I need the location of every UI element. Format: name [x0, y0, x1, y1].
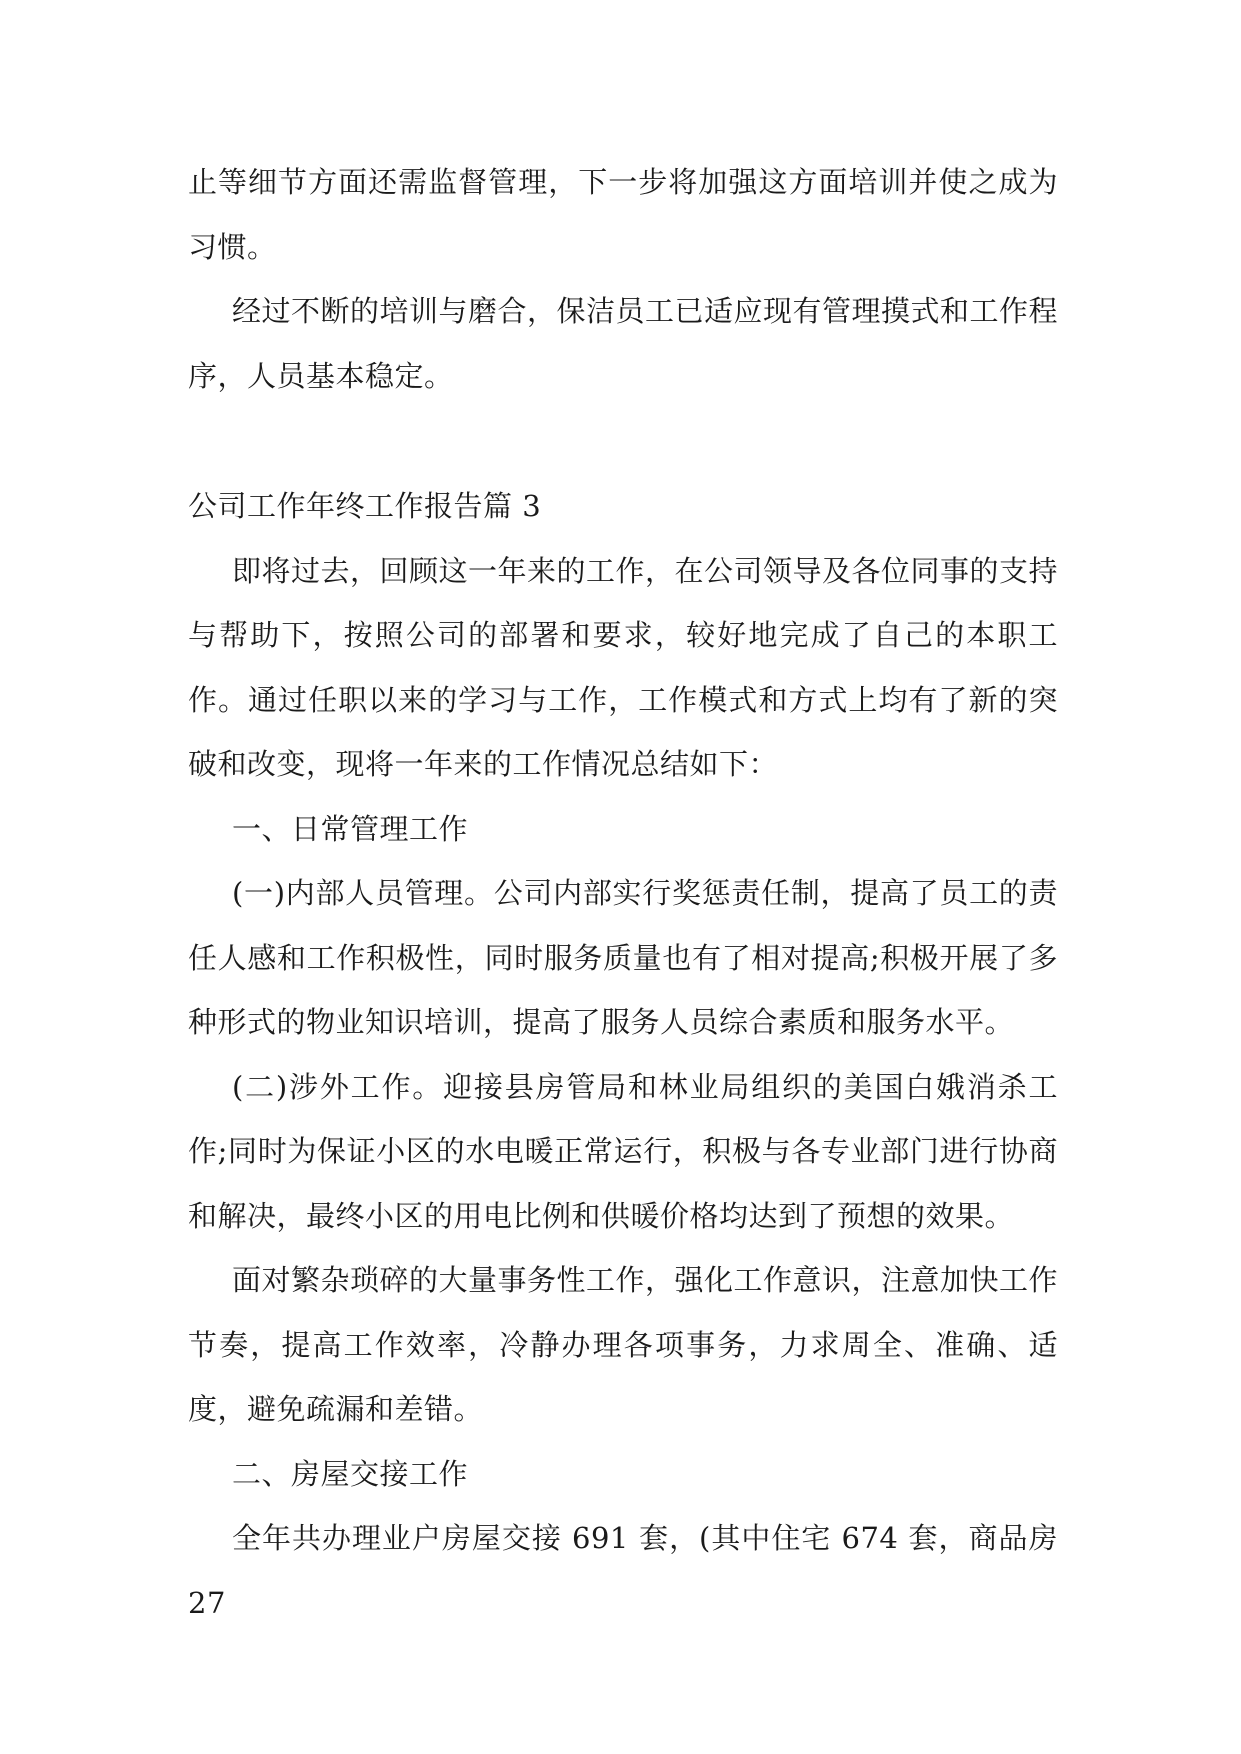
section-spacer — [188, 408, 1058, 474]
paragraph-intro: 即将过去，回顾这一年来的工作，在公司领导及各位同事的支持与帮助下，按照公司的部署和要求，较好地完成了自己的本职工作。通过任职以来的学习与工作，工作模式和方式上均有了新的突破和改变，现将一年来的工作情况总结如下： — [188, 553, 1059, 781]
subheading-daily-management: 一、日常管理工作 — [232, 811, 469, 846]
paragraph-continuation: 止等细节方面还需监督管理，下一步将加强这方面培训并使之成为习惯。 — [188, 165, 1058, 264]
document-body — [188, 150, 1058, 1635]
paragraph-routine-affairs: 面对繁杂琐碎的大量事务性工作，强化工作意识，注意加快工作节奏，提高工作效率，冷静办理各项事务，力求周全、准确、适度，避免疏漏和差错。 — [188, 1263, 1059, 1426]
subheading-house-handover: 二、房屋交接工作 — [232, 1456, 469, 1491]
paragraph-cleaning-staff: 经过不断的培训与磨合，保洁员工已适应现有管理摸式和工作程序，人员基本稳定。 — [188, 294, 1059, 393]
paragraph-external-work: (二)涉外工作。迎接县房管局和林业局组织的美国白娥消杀工作;同时为保证小区的水电暖正常运行，积极与各专业部门进行协商和解决，最终小区的用电比例和供暖价格均达到了预想的效果。 — [188, 1069, 1058, 1233]
section-title: 公司工作年终工作报告篇 3 — [188, 489, 542, 523]
paragraph-handover-stats: 全年共办理业户房屋交接 691 套，(其中住宅 674 套，商品房 27 — [188, 1521, 1058, 1620]
paragraph-internal-staff: (一)内部人员管理。公司内部实行奖惩责任制，提高了员工的责任人感和工作积极性，同时服务质量也有了相对提高;积极开展了多种形式的物业知识培训，提高了服务人员综合素质和服务水平。 — [188, 876, 1058, 1039]
